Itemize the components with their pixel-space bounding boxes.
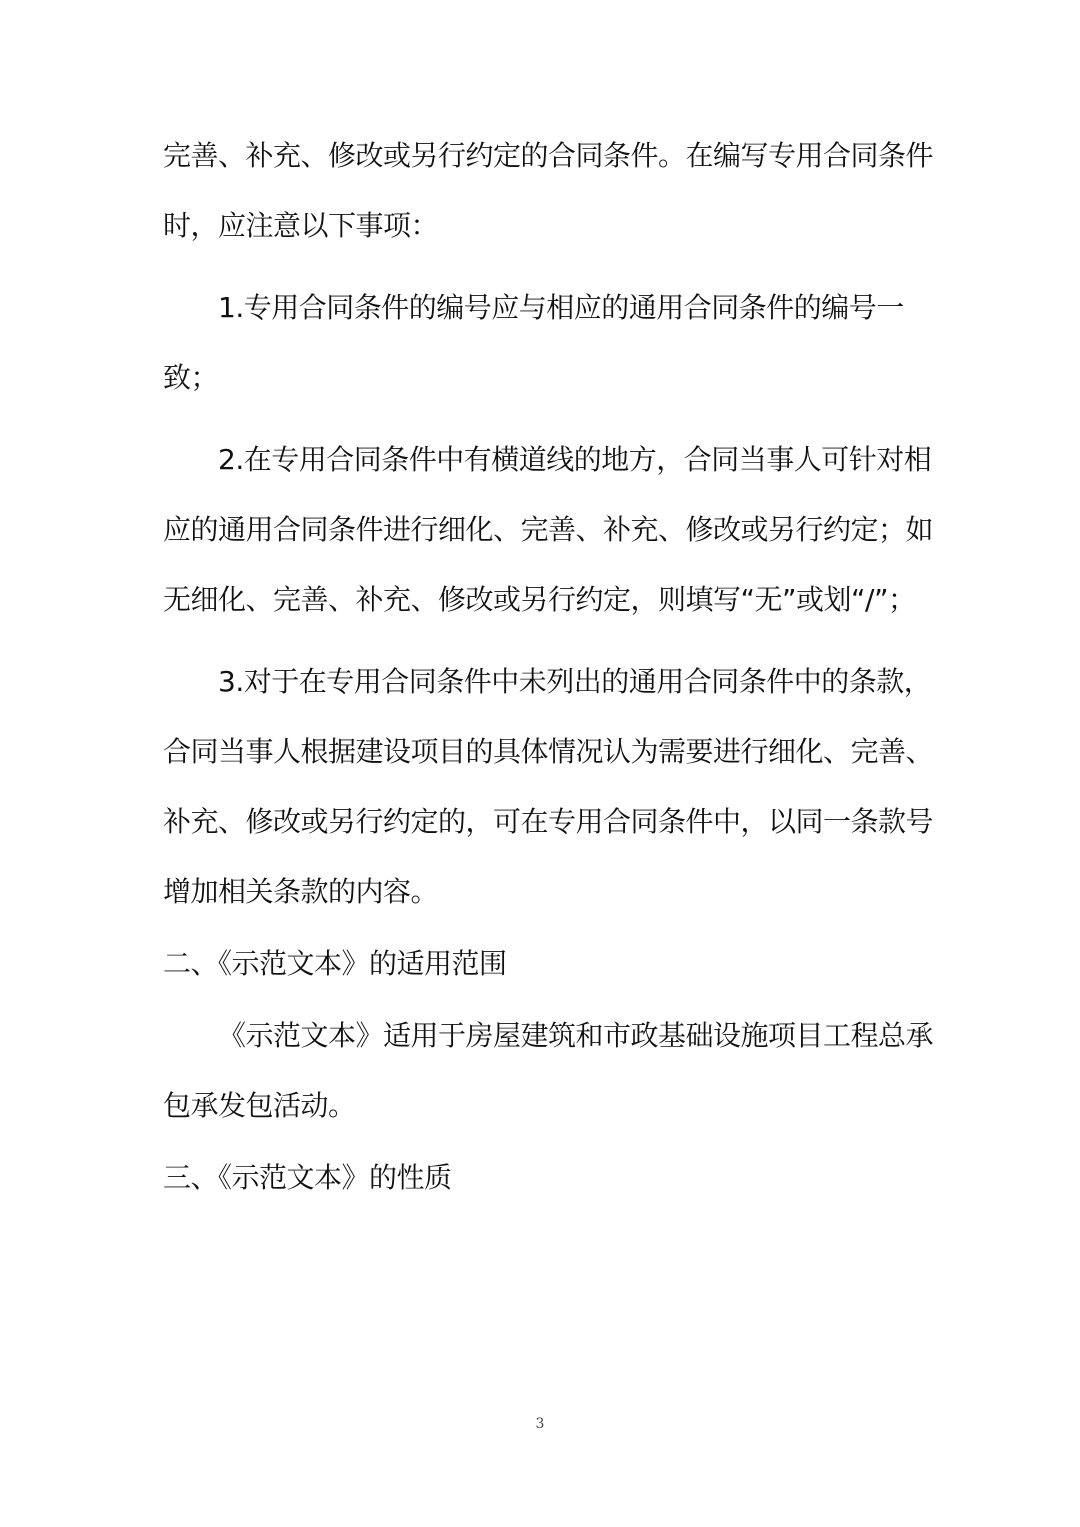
list-item-1: 1.专用合同条件的编号应与相应的通用合同条件的编号一 [218, 291, 904, 324]
list-item-3-continuation: 补充、修改或另行约定的，可在专用合同条件中，以同一条款号 [163, 805, 934, 838]
list-item-3-continuation: 增加相关条款的内容。 [163, 875, 439, 908]
page-number: 3 [535, 1416, 545, 1432]
list-item-2: 2.在专用合同条件中有横道线的地方，合同当事人可针对相 [218, 443, 932, 476]
paragraph-line: 时，应注意以下事项： [163, 209, 439, 242]
list-item-3: 3.对于在专用合同条件中未列出的通用合同条件中的条款， [218, 665, 932, 698]
section-2-paragraph-continuation: 包承发包活动。 [163, 1089, 356, 1122]
list-item-1-continuation: 致； [163, 361, 219, 394]
paragraph-line: 完善、补充、修改或另行约定的合同条件。在编写专用合同条件 [163, 139, 934, 172]
section-heading-2: 二、《示范文本》的适用范围 [163, 947, 507, 980]
section-heading-3: 三、《示范文本》的性质 [163, 1161, 452, 1194]
list-item-3-continuation: 合同当事人根据建设项目的具体情况认为需要进行细化、完善、 [163, 735, 934, 768]
list-item-2-continuation: 无细化、完善、补充、修改或另行约定，则填写“无”或划“/”； [163, 583, 916, 616]
list-item-2-continuation: 应的通用合同条件进行细化、完善、补充、修改或另行约定；如 [163, 513, 934, 546]
section-2-paragraph: 《示范文本》适用于房屋建筑和市政基础设施项目工程总承 [218, 1019, 934, 1052]
